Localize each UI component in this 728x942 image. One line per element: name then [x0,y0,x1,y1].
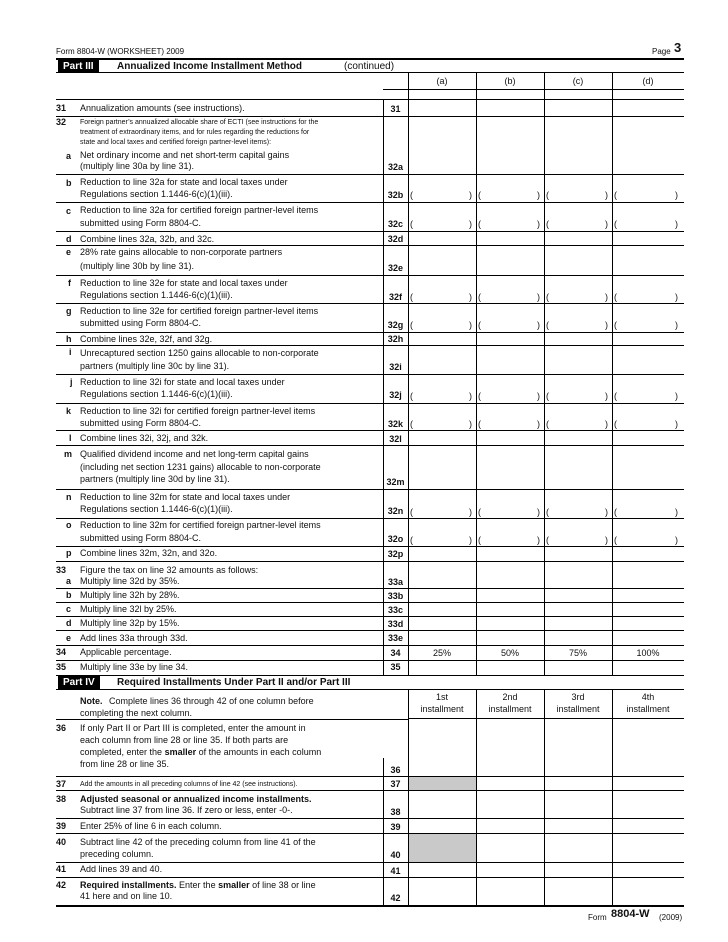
col-c-header: (c) [572,76,584,86]
line-32p-t1: Combine lines 32m, 32n, and 32o. [80,548,218,558]
line-33a-t1: Multiply line 32d by 35%. [80,576,180,586]
line-34-code: 34 [390,648,401,658]
line-34-num: 34 [56,647,67,657]
line-33d-code: 33d [387,619,404,629]
open-paren: ( [410,320,413,330]
line-32f-t1: Reduction to line 32e for state and local taxes under [80,278,288,288]
line-33d-letter: d [66,618,72,628]
line-32m-t2: (including net section 1231 gains) allocable to non-corporate [80,462,321,472]
open-paren: ( [614,419,617,429]
line-42-t1: Required installments. Enter the smaller of line 38 or line [80,880,316,890]
line-32e-letter: e [66,247,72,257]
close-paren: ) [675,190,678,200]
line-33a-letter: a [66,576,72,586]
close-paren: ) [605,419,608,429]
close-paren: ) [605,391,608,401]
open-paren: ( [410,292,413,302]
line-32o-t2: submitted using Form 8804-C. [80,533,202,543]
close-paren: ) [469,292,472,302]
open-paren: ( [614,391,617,401]
close-paren: ) [537,507,540,517]
line-32j-t1: Reduction to line 32i for state and local taxes under [80,377,285,387]
line-33b-letter: b [66,590,72,600]
open-paren: ( [546,535,549,545]
close-paren: ) [537,219,540,229]
line-37-t1: Add the amounts in all preceding columns of line 42 (see instructions). [80,781,298,788]
line-38-t2: Subtract line 37 from line 36. If zero or less, enter -0-. [80,805,293,815]
line-32j-code: 32j [389,390,402,400]
line-34-col-d: 100% [636,648,660,658]
line-41-code: 41 [390,866,401,876]
line-32c-code: 32c [387,219,404,229]
line-32j-letter: j [70,377,73,387]
part3-title: Annualized Income Installment Method [117,61,303,72]
line-32h-code: 32h [387,334,404,344]
page-number: 3 [674,40,682,55]
close-paren: ) [675,320,678,330]
note-bold: Note. [80,696,103,706]
line-36-t2: each column from line 28 or line 35. If both parts are [80,735,289,745]
line-35-code: 35 [390,662,401,672]
line-37-code: 37 [390,779,401,789]
open-paren: ( [546,219,549,229]
close-paren: ) [469,419,472,429]
close-paren: ) [469,320,472,330]
line-32m-t1: Qualified dividend income and net long-term capital gains [80,449,309,459]
close-paren: ) [469,190,472,200]
close-paren: ) [469,507,472,517]
line-32e-t2: (multiply line 30b by line 31). [80,261,195,271]
part3-label: Part III [58,60,99,73]
line-32g-t2: submitted using Form 8804-C. [80,318,202,328]
line-38-num: 38 [56,794,67,804]
line-32i-letter: i [69,347,72,357]
open-paren: ( [546,419,549,429]
line-33b-t1: Multiply line 32h by 28%. [80,590,180,600]
line-32i-t1: Unrecaptured section 1250 gains allocable to non-corporate [80,348,319,358]
line-32f-code: 32f [388,292,402,302]
open-paren: ( [614,507,617,517]
line-42-t2: 41 here and on line 10. [80,891,173,901]
open-paren: ( [546,320,549,330]
close-paren: ) [675,419,678,429]
line-32h-t1: Combine lines 32e, 32f, and 32g. [80,334,213,344]
line-32l-t1: Combine lines 32i, 32j, and 32k. [80,433,209,443]
line-33c-letter: c [66,604,72,614]
inst-4-a: 4th [641,692,655,702]
line-32d-letter: d [66,234,72,244]
line-32a-t1: Net ordinary income and net short-term capital gains [80,150,290,160]
line-35-t1: Multiply line 33e by line 34. [80,662,189,672]
close-paren: ) [537,190,540,200]
note-text-1: Complete lines 36 through 42 of one column before [109,696,314,706]
line-32i-t2: partners (multiply line 30c by line 31). [80,361,230,371]
line-32c-t2: submitted using Form 8804-C. [80,218,202,228]
inst-3-a: 3rd [571,692,585,702]
note-text-2: completing the next column. [80,708,193,718]
line-41-t1: Add lines 39 and 40. [80,864,163,874]
line-32n-t2: Regulations section 1.1446-6(c)(1)(iii). [80,504,233,514]
line-34-col-b: 50% [500,648,519,658]
line-32-num: 32 [56,117,67,127]
inst-2-b: installment [488,704,532,714]
open-paren: ( [478,419,481,429]
inst-3-b: installment [556,704,600,714]
open-paren: ( [410,419,413,429]
close-paren: ) [469,391,472,401]
page-label: Page [652,47,671,56]
line-32n-letter: n [66,492,72,502]
open-paren: ( [546,507,549,517]
col-b-header: (b) [504,76,516,86]
inst-1-a: 1st [435,692,448,702]
line-32f-letter: f [68,278,71,288]
line-32c-t1: Reduction to line 32a for certified foreign partner-level items [80,205,319,215]
line-32a-t2: (multiply line 30a by line 31). [80,161,195,171]
open-paren: ( [614,535,617,545]
open-paren: ( [614,292,617,302]
line-32n-t1: Reduction to line 32m for state and local taxes under [80,492,291,502]
line-32b-t1: Reduction to line 32a for state and local taxes under [80,177,288,187]
open-paren: ( [410,535,413,545]
line-33c-t1: Multiply line 32l by 25%. [80,604,177,614]
line-41-num: 41 [56,864,67,874]
open-paren: ( [478,219,481,229]
open-paren: ( [478,535,481,545]
line-32p-letter: p [66,548,72,558]
line-33e-letter: e [66,633,72,643]
line-33b-code: 33b [387,591,404,601]
line-37-num: 37 [56,779,67,789]
part3-title-suffix: (continued) [344,61,395,72]
close-paren: ) [537,391,540,401]
line-42-num: 42 [56,880,67,890]
open-paren: ( [614,190,617,200]
line-33c-code: 33c [387,605,404,615]
close-paren: ) [675,391,678,401]
line-36-t1: If only Part II or Part III is completed, enter the amount in [80,723,306,733]
line-32-t3: state and local taxes and certified foreign partner-level items): [80,139,272,146]
line-32f-t2: Regulations section 1.1446-6(c)(1)(iii). [80,290,233,300]
line-32i-code: 32i [389,362,402,372]
line-38-code: 38 [390,807,401,817]
close-paren: ) [675,219,678,229]
line-32m-letter: m [64,449,73,459]
part4-title: Required Installments Under Part II and/or Part III [117,677,351,688]
line-32l-code: 32l [389,434,402,444]
line-32a-code: 32a [387,162,404,172]
open-paren: ( [478,320,481,330]
open-paren: ( [546,391,549,401]
open-paren: ( [410,219,413,229]
line-32g-code: 32g [387,320,404,330]
line-32k-letter: k [66,406,72,416]
line-32o-letter: o [66,520,72,530]
footer-form: Form [588,913,607,922]
close-paren: ) [469,219,472,229]
form-title: Form 8804-W (WORKSHEET) 2009 [56,47,185,56]
line-33a-code: 33a [387,577,404,587]
line-32e-code: 32e [387,263,404,273]
line-32b-t2: Regulations section 1.1446-6(c)(1)(iii). [80,189,233,199]
inst-2-a: 2nd [502,692,518,702]
line-32d-t1: Combine lines 32a, 32b, and 32c. [80,234,215,244]
part4-label: Part IV [58,676,100,689]
open-paren: ( [410,507,413,517]
open-paren: ( [614,320,617,330]
line-33-t1: Figure the tax on line 32 amounts as follows: [80,565,259,575]
close-paren: ) [469,535,472,545]
line-31-text: Annualization amounts (see instructions). [80,103,245,113]
line-32-t2: treatment of extraordinary items, and for rules regarding the reductions for [80,129,310,136]
line-32l-letter: l [69,433,72,443]
open-paren: ( [614,219,617,229]
line-32c-letter: c [66,206,72,216]
col-a-header: (a) [436,76,448,86]
line-34-t1: Applicable percentage. [80,647,172,657]
close-paren: ) [605,292,608,302]
line-40-num: 40 [56,837,67,847]
line-32j-t2: Regulations section 1.1446-6(c)(1)(iii). [80,389,233,399]
line-38-t1: Adjusted seasonal or annualized income installments. [80,794,312,804]
line-32m-t3: partners (multiply line 30d by line 31). [80,474,230,484]
line-32b-letter: b [66,178,72,188]
line-39-num: 39 [56,821,67,831]
open-paren: ( [410,190,413,200]
line-37-shade [409,777,476,790]
line-32b-code: 32b [387,190,404,200]
close-paren: ) [537,292,540,302]
line-32e-t1: 28% rate gains allocable to non-corporate partners [80,247,283,257]
line-35-num: 35 [56,662,67,672]
line-33e-t1: Add lines 33a through 33d. [80,633,188,643]
close-paren: ) [675,535,678,545]
line-33-num: 33 [56,565,67,575]
open-paren: ( [410,391,413,401]
close-paren: ) [537,535,540,545]
line-36-t3: completed, enter the smaller of the amounts in each column [80,747,322,757]
close-paren: ) [605,320,608,330]
footer-year: (2009) [659,913,683,922]
close-paren: ) [605,535,608,545]
line-32g-letter: g [66,306,72,316]
close-paren: ) [605,219,608,229]
line-36-num: 36 [56,723,67,733]
line-40-code: 40 [390,850,401,860]
open-paren: ( [546,292,549,302]
open-paren: ( [478,391,481,401]
line-32d-code: 32d [387,234,404,244]
close-paren: ) [537,320,540,330]
line-32k-code: 32k [387,419,404,429]
line-33d-t1: Multiply line 32p by 15%. [80,618,180,628]
line-32n-code: 32n [387,506,404,516]
col-d-header: (d) [642,76,654,86]
line-32-t1: Foreign partner’s annualized allocable share of ECTI (see instructions for the [80,119,319,126]
line-31-code: 31 [390,104,401,114]
close-paren: ) [605,507,608,517]
open-paren: ( [478,190,481,200]
open-paren: ( [478,292,481,302]
line-33e-code: 33e [387,633,404,643]
line-39-t1: Enter 25% of line 6 in each column. [80,821,222,831]
close-paren: ) [605,190,608,200]
line-40-shade [409,834,476,862]
line-32m-code: 32m [386,477,405,487]
close-paren: ) [675,507,678,517]
line-32k-t1: Reduction to line 32i for certified foreign partner-level items [80,406,316,416]
line-39-code: 39 [390,822,401,832]
footer-form-num: 8804-W [611,908,650,920]
line-32a-letter: a [66,151,72,161]
line-34-col-a: 25% [432,648,451,658]
line-32o-code: 32o [387,534,404,544]
line-32h-letter: h [66,334,72,344]
line-36-code: 36 [390,765,401,775]
line-32k-t2: submitted using Form 8804-C. [80,418,202,428]
close-paren: ) [537,419,540,429]
inst-1-b: installment [420,704,464,714]
line-40-t2: preceding column. [80,849,154,859]
line-42-code: 42 [390,893,401,903]
inst-4-b: installment [626,704,670,714]
open-paren: ( [546,190,549,200]
line-32p-code: 32p [387,549,404,559]
line-32o-t1: Reduction to line 32m for certified foreign partner-level items [80,520,321,530]
line-36-t4: from line 28 or line 35. [80,759,170,769]
line-32g-t1: Reduction to line 32e for certified foreign partner-level items [80,306,319,316]
line-34-col-c: 75% [568,648,587,658]
close-paren: ) [675,292,678,302]
open-paren: ( [478,507,481,517]
line-31-num: 31 [56,103,67,113]
line-40-t1: Subtract line 42 of the preceding column from line 41 of the [80,837,316,847]
